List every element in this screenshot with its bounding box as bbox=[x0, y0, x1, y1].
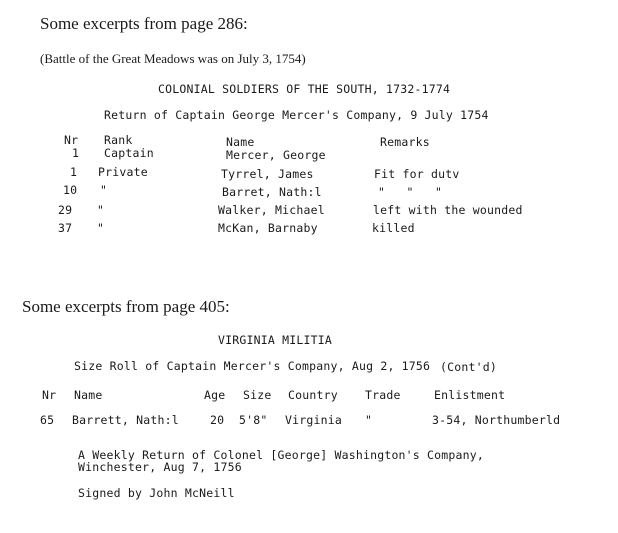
row-name: Barrett, Nath:l bbox=[72, 413, 179, 427]
row-remarks: killed bbox=[372, 221, 415, 235]
row-country: Virginia bbox=[285, 413, 342, 427]
header-remarks: Remarks bbox=[380, 135, 430, 149]
section2-heading: Some excerpts from page 405: bbox=[22, 297, 230, 316]
row-remarks: " " " bbox=[378, 185, 443, 199]
row-name: Barret, Nath:l bbox=[222, 185, 322, 199]
header-trade: Trade bbox=[365, 388, 401, 402]
header-size: Size bbox=[243, 388, 272, 402]
row-name: McKan, Barnaby bbox=[218, 221, 318, 235]
row-nr: 10 bbox=[63, 183, 78, 197]
row-nr: 65 bbox=[40, 413, 55, 427]
book-title: COLONIAL SOLDIERS OF THE SOUTH, 1732-1774 bbox=[158, 82, 451, 96]
row-age: 20 bbox=[210, 413, 225, 427]
header-rank: Rank bbox=[104, 133, 133, 147]
row-rank: " bbox=[100, 183, 108, 197]
row-rank: " bbox=[97, 221, 105, 235]
header-nr: Nr bbox=[42, 388, 57, 402]
weekly-return-line2: Winchester, Aug 7, 1756 bbox=[78, 460, 242, 474]
row-size: 5'8" bbox=[239, 413, 268, 427]
header-name: Name bbox=[74, 388, 103, 402]
battle-note: (Battle of the Great Meadows was on July 3, 1754) bbox=[40, 51, 306, 66]
row-name: Tyrrel, James bbox=[221, 167, 314, 181]
weekly-return-line1: A Weekly Return of Colonel [George] Washington's Company, bbox=[78, 448, 485, 462]
row-remarks: left with the wounded bbox=[373, 203, 523, 217]
section1-heading: Some excerpts from page 286: bbox=[40, 14, 248, 33]
roll-continued: (Cont'd) bbox=[440, 360, 497, 374]
return-title: Return of Captain George Mercer's Company, 9 July 1754 bbox=[104, 108, 489, 122]
row-rank: " bbox=[97, 203, 105, 217]
row-name: Walker, Michael bbox=[218, 203, 325, 217]
row-name: Mercer, George bbox=[226, 148, 326, 162]
militia-title: VIRGINIA MILITIA bbox=[218, 333, 332, 347]
row-rank: Captain bbox=[104, 146, 154, 160]
row-enlistment: 3-54, Northumberld bbox=[432, 413, 561, 427]
row-nr: 29 bbox=[58, 203, 73, 217]
header-country: Country bbox=[288, 388, 338, 402]
row-nr: 1 bbox=[72, 146, 80, 160]
signed-line: Signed by John McNeill bbox=[78, 486, 235, 500]
row-nr: 1 bbox=[70, 165, 78, 179]
row-nr: 37 bbox=[58, 221, 73, 235]
header-age: Age bbox=[204, 388, 226, 402]
row-remarks: Fit for dutv bbox=[374, 167, 460, 181]
header-nr: Nr bbox=[64, 133, 79, 147]
row-trade: " bbox=[365, 413, 373, 427]
roll-title: Size Roll of Captain Mercer's Company, Aug 2, 1756 bbox=[74, 359, 431, 373]
header-enlistment: Enlistment bbox=[434, 388, 506, 402]
header-name: Name bbox=[226, 135, 255, 149]
row-rank: Private bbox=[98, 165, 148, 179]
